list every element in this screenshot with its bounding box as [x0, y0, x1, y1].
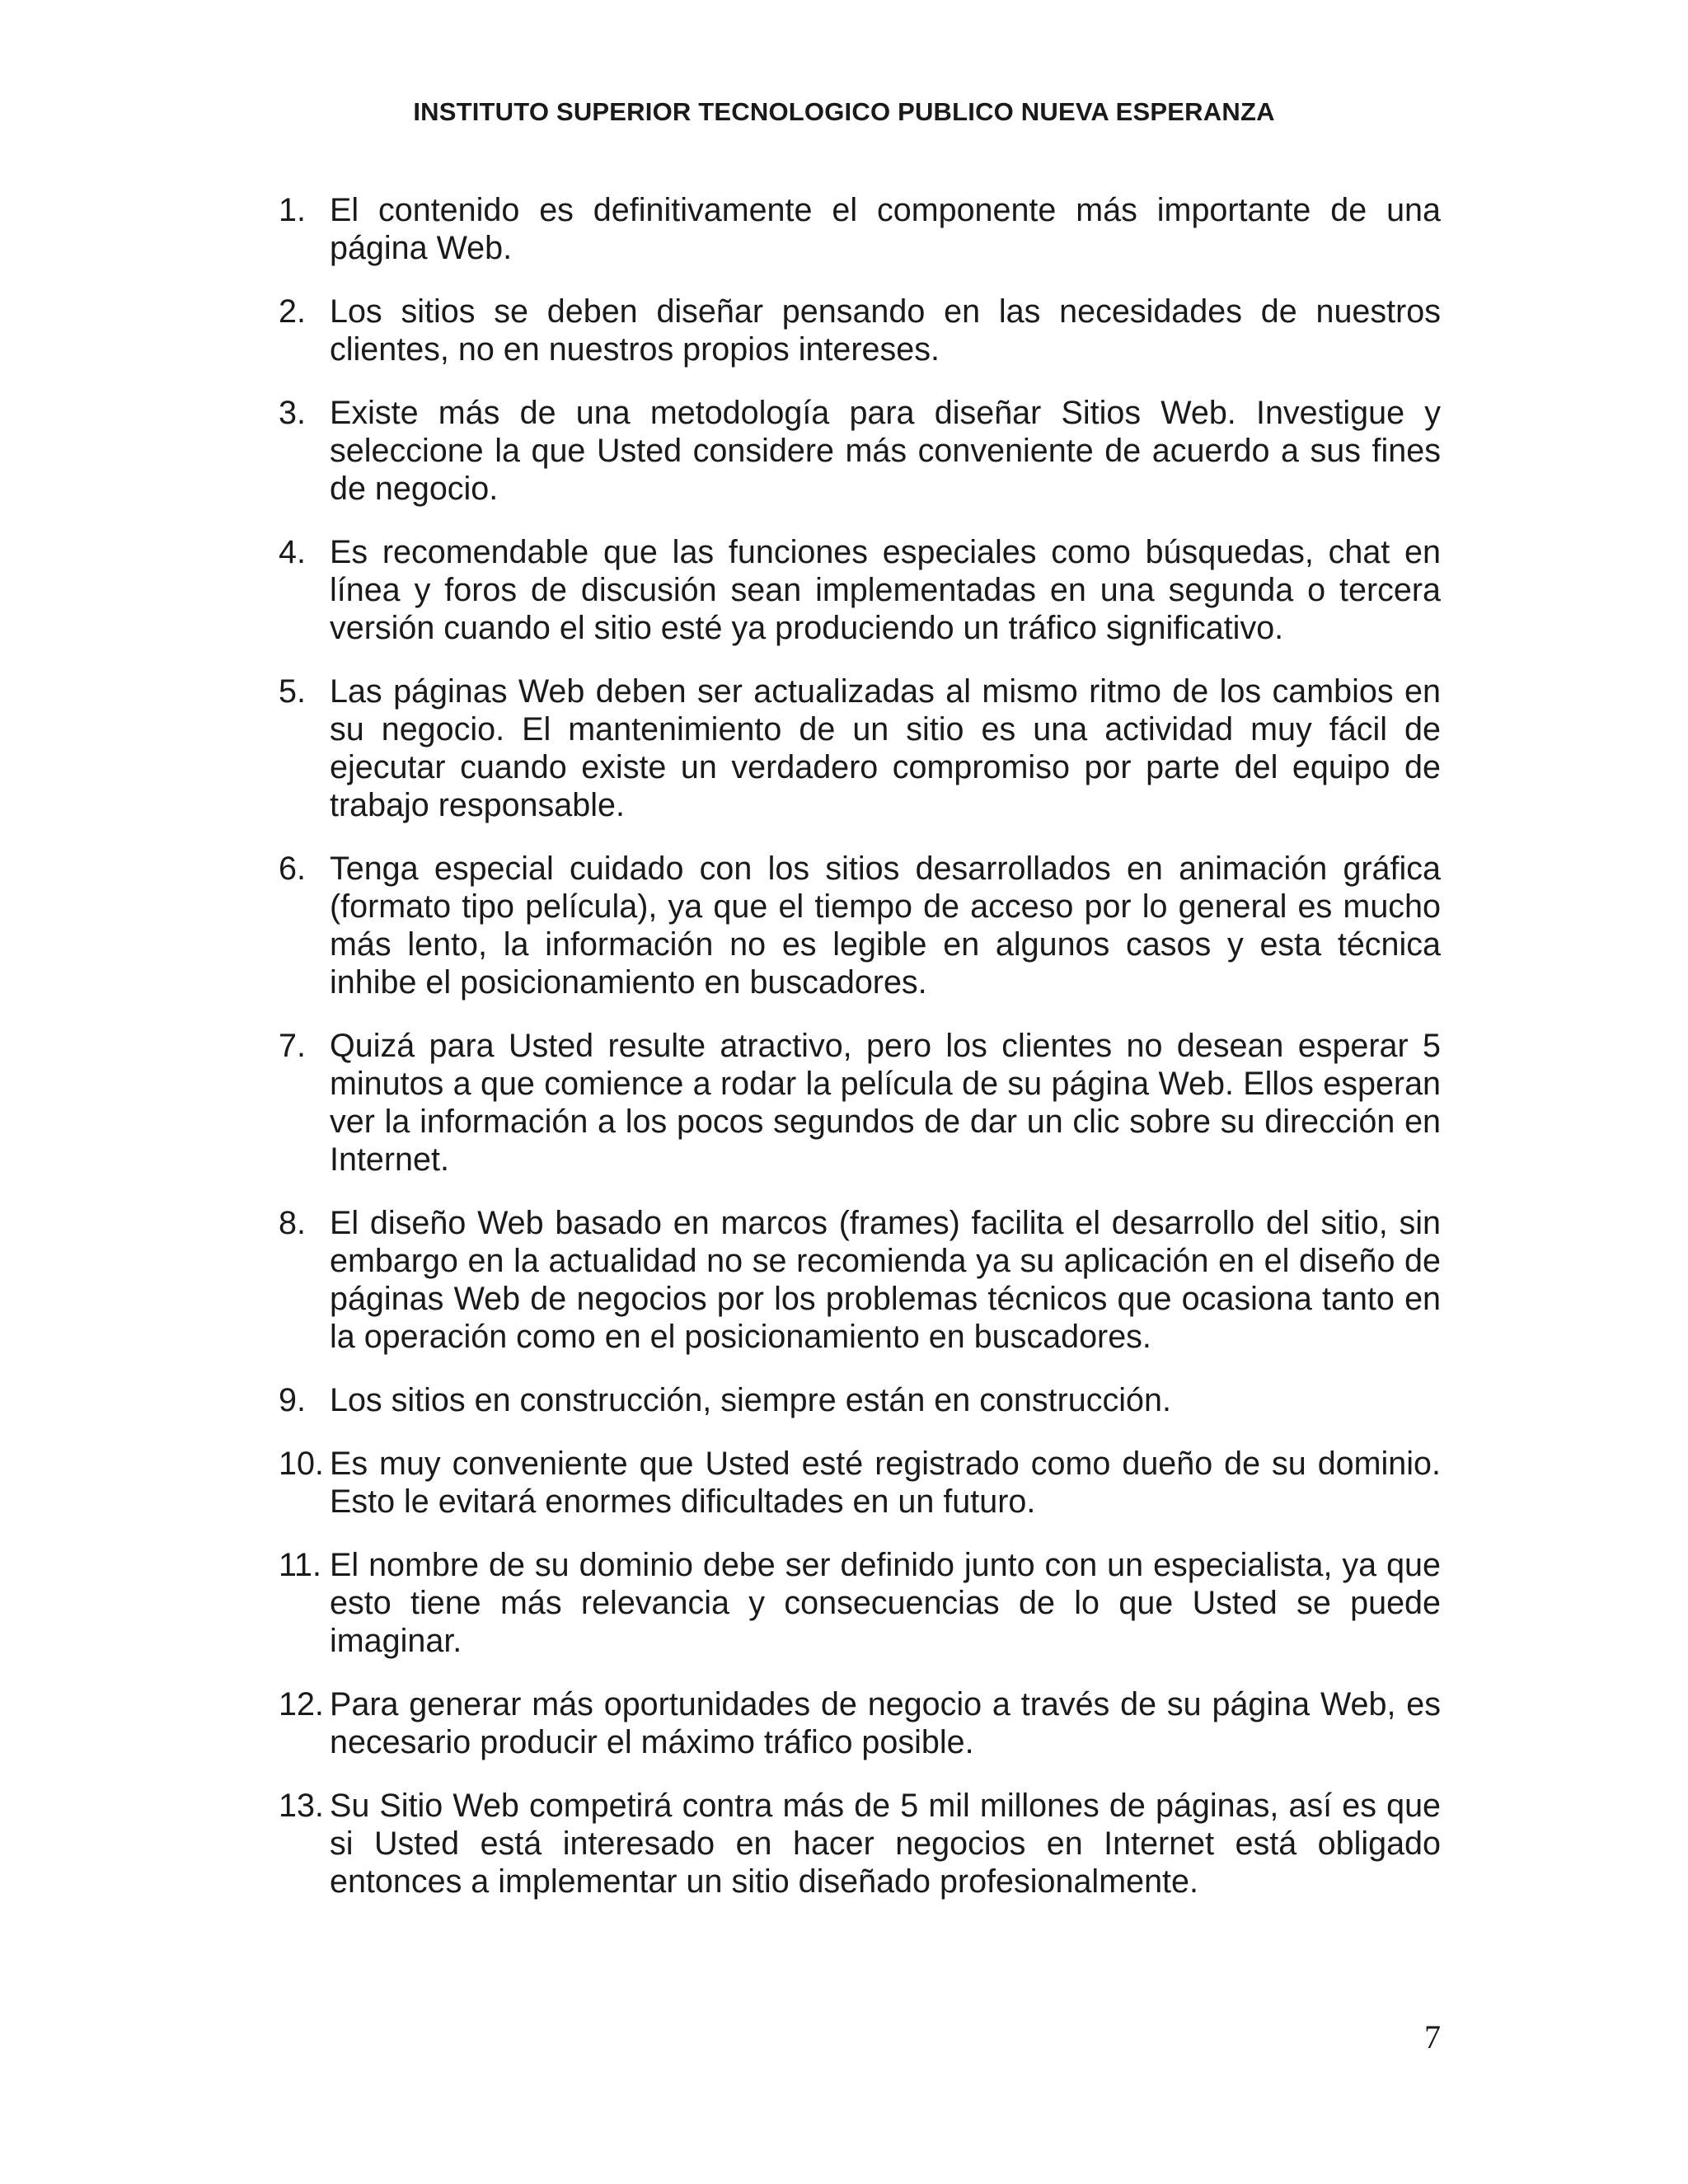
list-item-text: Quizá para Usted resulte atractivo, pero los clientes no desean esperar 5 minutos a que comience a rodar la película de su página Web. Ellos esperan ver la información a los pocos segundos de dar un clic sobre su dirección en Internet.: [330, 1028, 1441, 1178]
list-item-text: Es muy conveniente que Usted esté registrado como dueño de su dominio. Esto le evitará enormes dificultades en un futuro.: [330, 1446, 1441, 1520]
list-item-number: 6.: [279, 851, 306, 887]
page-header: INSTITUTO SUPERIOR TECNOLOGICO PUBLICO NUEVA ESPERANZA: [413, 97, 1275, 126]
list-item-text: Su Sitio Web competirá contra más de 5 mil millones de páginas, así es que si Usted está interesado en hacer negocios en Internet está obligado entonces a implementar un sitio diseñado profesionalmente.: [330, 1788, 1441, 1900]
list-item-number: 7.: [279, 1028, 306, 1064]
list-item-number: 9.: [279, 1382, 306, 1418]
list-item: [279, 1787, 1441, 1900]
list-item-number: 2.: [279, 293, 306, 330]
recommendations-list: [279, 191, 1441, 1926]
list-item: [279, 394, 1441, 508]
list-item: [279, 293, 1441, 368]
list-item-number: 12.: [279, 1686, 324, 1722]
list-item: [279, 1685, 1441, 1761]
list-item-text: El diseño Web basado en marcos (frames) facilita el desarrollo del sitio, sin embargo en la actualidad no se recomienda ya su aplicación en el diseño de páginas Web de negocios por los problemas técnicos que ocasiona tanto en la operación como en el posicionamiento en buscadores.: [330, 1205, 1441, 1355]
list-item: [279, 191, 1441, 267]
list-item: [279, 1546, 1441, 1660]
list-item-text: El contenido es definitivamente el componente más importante de una página Web.: [330, 192, 1441, 266]
list-item-number: 1.: [279, 192, 306, 228]
list-item-number: 10.: [279, 1446, 324, 1482]
list-item: [279, 1381, 1441, 1419]
list-item-text: Tenga especial cuidado con los sitios desarrollados en animación gráfica (formato tipo película), ya que el tiempo de acceso por lo general es mucho más lento, la información no es legible en algunos casos y esta técnica inhibe el posicionamiento en buscadores.: [330, 851, 1441, 1001]
list-item: [279, 1204, 1441, 1356]
list-item-number: 11.: [279, 1547, 321, 1583]
list-item-text: Los sitios se deben diseñar pensando en las necesidades de nuestros clientes, no en nuestros propios intereses.: [330, 293, 1441, 368]
list-item-text: Existe más de una metodología para diseñar Sitios Web. Investigue y seleccione la que Usted considere más conveniente de acuerdo a sus fines de negocio.: [330, 395, 1441, 507]
list-item-text: El nombre de su dominio debe ser definido junto con un especialista, ya que esto tiene más relevancia y consecuencias de lo que Usted se puede imaginar.: [330, 1547, 1441, 1659]
list-item-number: 13.: [279, 1788, 324, 1824]
list-item: [279, 1445, 1441, 1521]
list-item: [279, 673, 1441, 824]
list-item-number: 4.: [279, 534, 306, 570]
list-item-number: 3.: [279, 395, 306, 431]
list-item: [279, 850, 1441, 1001]
list-item-text: Los sitios en construcción, siempre están en construcción.: [330, 1382, 1171, 1418]
list-item-number: 5.: [279, 673, 306, 710]
list-item: [279, 533, 1441, 647]
list-item-number: 8.: [279, 1205, 306, 1241]
list-item-text: Es recomendable que las funciones especiales como búsquedas, chat en línea y foros de discusión sean implementadas en una segunda o tercera versión cuando el sitio esté ya produciendo un tráfico significativo.: [330, 534, 1441, 646]
list-item-text: Las páginas Web deben ser actualizadas al mismo ritmo de los cambios en su negocio. El mantenimiento de un sitio es una actividad muy fácil de ejecutar cuando existe un verdadero compromiso por parte del equipo de trabajo responsable.: [330, 673, 1441, 823]
list-item-text: Para generar más oportunidades de negocio a través de su página Web, es necesario producir el máximo tráfico posible.: [330, 1686, 1441, 1760]
page-number: 7: [1424, 2018, 1441, 2055]
list-item: [279, 1027, 1441, 1179]
